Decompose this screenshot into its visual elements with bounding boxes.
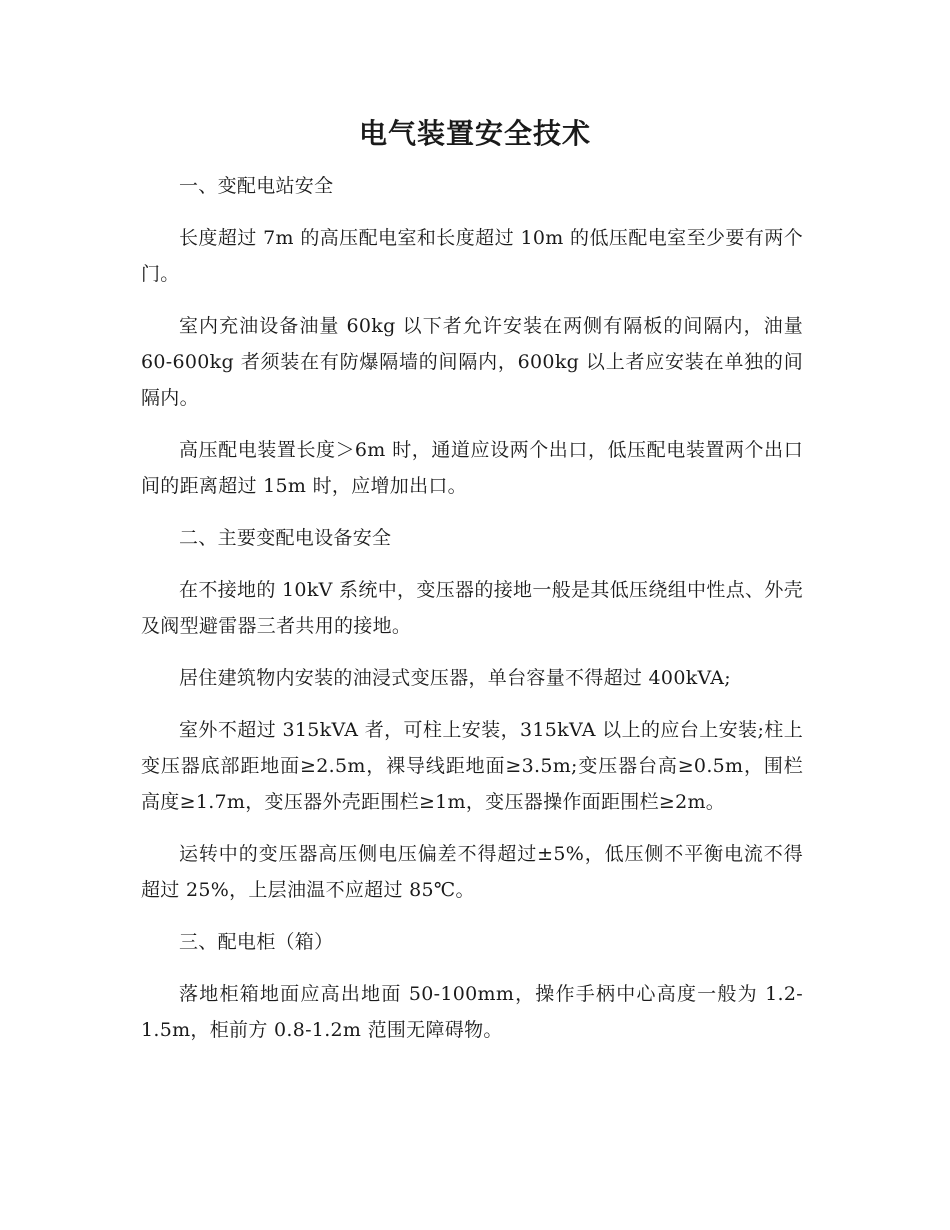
paragraph: 高压配电装置长度＞6m 时，通道应设两个出口，低压配电装置两个出口间的距离超过 15m 时，应增加出口。 — [141, 439, 803, 497]
section-heading-3: 三、配电柜（箱） — [179, 931, 334, 953]
paragraph: 长度超过 7m 的高压配电室和长度超过 10m 的低压配电室至少要有两个门。 — [141, 227, 803, 285]
paragraph: 室内充油设备油量 60kg 以下者允许安装在两侧有隔板的间隔内，油量 60-600kg 者须装在有防爆隔墙的间隔内，600kg 以上者应安装在单独的间隔内。 — [141, 315, 803, 409]
document-title: 电气装置安全技术 — [358, 117, 591, 150]
paragraph: 居住建筑物内安装的油浸式变压器，单台容量不得超过 400kVA; — [179, 667, 731, 689]
paragraph: 运转中的变压器高压侧电压偏差不得超过±5%，低压侧不平衡电流不得超过 25%，上层油温不应超过 85℃。 — [141, 843, 803, 901]
section-heading-2: 二、主要变配电设备安全 — [179, 527, 392, 549]
paragraph: 室外不超过 315kVA 者，可柱上安装，315kVA 以上的应台上安装;柱上变压器底部距地面≥2.5m，裸导线距地面≥3.5m;变压器台高≥0.5m，围栏高度≥1.7m，变压器外壳距围栏≥1m，变压器操作面距围栏≥2m。 — [141, 719, 803, 813]
paragraph: 在不接地的 10kV 系统中，变压器的接地一般是其低压绕组中性点、外壳及阀型避雷器三者共用的接地。 — [141, 579, 803, 637]
section-heading-1: 一、变配电站安全 — [179, 175, 334, 197]
document-body — [141, 168, 803, 1064]
paragraph: 落地柜箱地面应高出地面 50-100mm，操作手柄中心高度一般为 1.2-1.5m，柜前方 0.8-1.2m 范围无障碍物。 — [141, 983, 803, 1041]
